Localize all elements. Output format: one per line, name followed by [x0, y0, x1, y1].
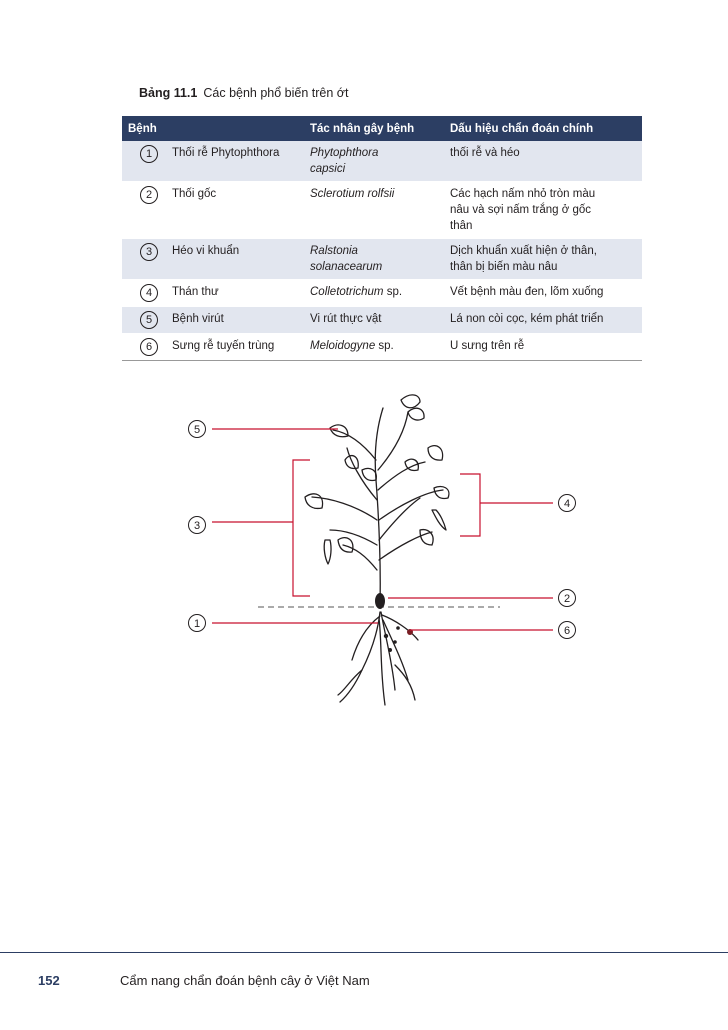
- agent-cell: [304, 334, 444, 361]
- table-caption: [139, 86, 348, 100]
- row-number-badge: 3: [140, 243, 158, 261]
- marker-6-label: 6: [563, 625, 571, 637]
- disease-name: Thán thư: [172, 286, 219, 298]
- row-number-badge: 4: [140, 284, 158, 302]
- table-row: [122, 141, 642, 182]
- marker-3: [189, 517, 206, 534]
- sign-cell: Lá non còi cọc, kém phát triển: [444, 307, 642, 334]
- marker-2: [559, 590, 576, 607]
- agent-name: Ralstonia solanacearum: [310, 245, 383, 273]
- table-row: [122, 182, 642, 239]
- table-row: [122, 307, 642, 334]
- agent-cell: [304, 141, 444, 182]
- agent-name: Vi rút thực vật: [310, 313, 382, 325]
- table-row: [122, 280, 642, 307]
- stem-base-lesion: [375, 593, 385, 609]
- sign-cell: [444, 182, 642, 239]
- marker-5-label: 5: [193, 424, 201, 436]
- sign-cell: U sưng trên rễ: [444, 334, 642, 361]
- disease-name: Thối gốc: [172, 188, 217, 200]
- disease-cell: [122, 334, 304, 361]
- marker-4: [559, 495, 576, 512]
- marker-1: [189, 615, 206, 632]
- row-number-badge: 6: [140, 338, 158, 356]
- marker-2-label: 2: [563, 593, 571, 605]
- table-row: [122, 334, 642, 361]
- disease-cell: [122, 182, 304, 239]
- disease-name: Sưng rễ tuyến trùng: [172, 340, 275, 352]
- table-title: Các bệnh phổ biến trên ớt: [203, 86, 349, 100]
- table-row: [122, 239, 642, 280]
- row-number-badge: 5: [140, 311, 158, 329]
- header-agent: Tác nhân gây bệnh: [310, 122, 415, 135]
- pepper-plant-diagram: [0, 380, 728, 720]
- row-number-badge: 2: [140, 186, 158, 204]
- bracket-3: [293, 460, 310, 596]
- agent-name: Sclerotium rolfsii: [310, 188, 395, 200]
- agent-cell: [304, 239, 444, 280]
- sign-cell: [444, 239, 642, 280]
- header-sign: Dấu hiệu chẩn đoán chính: [450, 122, 594, 135]
- table-header-row: [122, 116, 642, 141]
- sign-text: Dịch khuẩn xuất hiện ở thân, thân bị biến màu nâu: [450, 245, 597, 273]
- pepper-plant-illustration: [305, 395, 449, 705]
- disease-cell: [122, 307, 304, 334]
- row-number-badge: 1: [140, 145, 158, 163]
- marker-5: [189, 421, 206, 438]
- marker-4-label: 4: [563, 498, 571, 510]
- agent-cell: [304, 307, 444, 334]
- agent-name: Meloidogyne: [310, 340, 376, 352]
- agent-name: Phytophthora capsici: [310, 147, 379, 175]
- disease-table: [122, 116, 642, 361]
- disease-name: Bệnh virút: [172, 313, 224, 325]
- agent-name: Colletotrichum: [310, 286, 384, 298]
- disease-cell: [122, 239, 304, 280]
- sign-cell: thối rễ và héo: [444, 141, 642, 182]
- header-disease: Bệnh: [128, 122, 157, 135]
- marker-3-label: 3: [193, 520, 201, 532]
- table-label: Bảng 11.1: [139, 86, 198, 100]
- disease-name: Thối rễ Phytophthora: [172, 147, 280, 159]
- agent-cell: [304, 280, 444, 307]
- disease-cell: [122, 141, 304, 182]
- disease-name: Héo vi khuẩn: [172, 245, 240, 257]
- bracket-4: [460, 474, 480, 536]
- agent-suffix: sp.: [383, 286, 403, 298]
- sign-text: Các hạch nấm nhỏ tròn màu nâu và sợi nấm trắng ở gốc thân: [450, 188, 596, 232]
- disease-cell: [122, 280, 304, 307]
- agent-cell: [304, 182, 444, 239]
- marker-1-label: 1: [193, 618, 201, 630]
- sign-cell: Vết bệnh màu đen, lõm xuống: [444, 280, 642, 307]
- agent-suffix: sp.: [375, 340, 394, 352]
- page-number: 152: [38, 973, 60, 988]
- footer-rule: [0, 952, 728, 953]
- book-title: Cẩm nang chẩn đoán bệnh cây ở Việt Nam: [120, 973, 370, 988]
- marker-6: [559, 622, 576, 639]
